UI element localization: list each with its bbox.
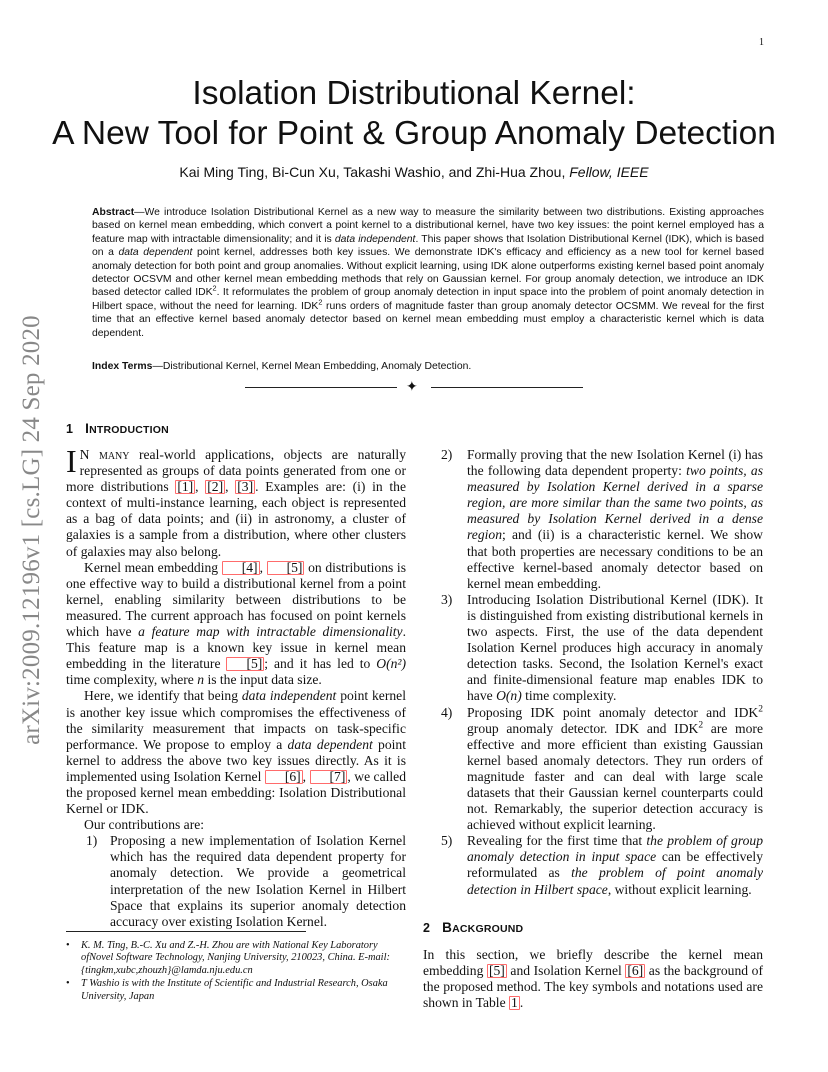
left-column: [66, 443, 407, 930]
list-item-text: can be effectively reformulated as: [467, 849, 763, 881]
paragraph-text: In this section, we briefly describe the kernel mean embedding: [423, 947, 763, 979]
section-title-initial: I: [85, 421, 90, 436]
list-item-text: Proposing a new implementation of Isolation Kernel which has the required data dependent property for anomaly detection. We provide a geometrical interpretation of the new Isolation Kernel in Hilbert Space that explains its superior anomaly detection accuracy over existing Isolation Kernel.: [110, 833, 406, 929]
abstract-text: . It reformulates the problem of group anomaly detection in input space into the problem of point anomaly detection in Hilbert space, without the need for learning. IDK: [92, 287, 764, 312]
list-item-number: 1): [86, 833, 98, 849]
abstract-text: —We introduce Isolation Distributional Kernel as a new way to measure the similarity between two distributions. Existing approaches based on kernel mean embedding, which convert a point kernel to a distributional kernel, have two key issues: the point kernel employed has a feature map with intractable dimensionality; and it is: [92, 207, 764, 245]
math-expression: n: [197, 672, 205, 688]
footnote-rule: [66, 931, 306, 932]
math-expression: O(n²): [376, 656, 406, 672]
section-number: 1: [66, 422, 74, 436]
right-column-contributions: [423, 447, 763, 898]
section-title-rest: NTRODUCTION: [89, 424, 169, 436]
divider-star-icon: ✦: [406, 380, 418, 395]
section-title-rest: ACKGROUND: [452, 923, 524, 935]
paragraph-text: time complexity, where: [66, 672, 198, 688]
abstract: [92, 206, 764, 340]
list-item-text: Revealing for the first time that: [467, 833, 647, 849]
emphasis: the problem of point anomaly detection in Hilbert space: [467, 865, 763, 897]
arxiv-stamp-text: arXiv:2009.12196v1 [cs.LG] 24 Sep 2020: [18, 315, 45, 745]
paragraph-text: is the input data size.: [204, 672, 322, 688]
background-text: [423, 947, 763, 1011]
list-item-number: 3): [441, 591, 453, 607]
citation-link[interactable]: [3]: [237, 479, 254, 495]
list-item: [423, 833, 763, 897]
divider-rule-left: [245, 387, 397, 388]
authors-suffix: Fellow, IEEE: [569, 164, 649, 180]
list-item-text: ; and (ii) is a characteristic kernel. We show that both properties are necessary conditions to be an effective kernel-based anomaly detector based on kernel mean embedding.: [467, 527, 763, 591]
citation-link[interactable]: [5]: [267, 561, 305, 575]
list-item-text: time complexity.: [521, 688, 617, 704]
section-heading-background: [423, 920, 523, 935]
divider-rule-right: [431, 387, 583, 388]
citation-link[interactable]: [7]: [310, 770, 348, 784]
footnotes: [66, 940, 406, 1004]
citation-link[interactable]: [6]: [265, 770, 303, 784]
footnote-affiliation-1: • K. M. Ting, B.-C. Xu and Z.-H. Zhou are with National Key Laboratory ofNovel Software Technology, Nanjing University, 210023, China. E-mail: {tingkm,xubc,zhouzh}@lamda.nju.edu.cn: [66, 940, 406, 977]
abstract-em: data independent: [334, 233, 416, 245]
paragraph-text: , we called the proposed kernel mean embedding: Isolation Distributional Kernel or IDK.: [66, 768, 407, 817]
list-item: [423, 447, 763, 592]
drop-cap: I: [66, 443, 77, 479]
paragraph-text: .: [519, 995, 524, 1011]
list-item-number: 5): [441, 833, 453, 849]
section-heading-introduction: [66, 421, 169, 436]
list-item-text: Introducing Isolation Distributional Kernel (IDK). It is distinguished from existing distributional kernels in two aspects. First, the use of the data dependent Isolation Kernel produces high accuracy in anomaly detection tasks. Second, the Isolation Kernel's exact and finite-dimensional feature map enables IDK to have: [467, 591, 763, 704]
section-divider: [245, 381, 583, 395]
abstract-label: Abstract: [92, 207, 135, 218]
title-line-2: A New Tool for Point & Group Anomaly Detection: [52, 115, 776, 152]
emphasis: data dependent: [287, 736, 373, 752]
paragraph-text: Kernel mean embedding: [84, 559, 222, 575]
emphasis: data independent: [241, 688, 337, 704]
abstract-em: data dependent: [118, 247, 193, 259]
list-item-text: Proposing IDK point anomaly detector and IDK: [467, 704, 759, 720]
list-item: [66, 833, 406, 930]
table-reference-link[interactable]: 1: [511, 995, 518, 1011]
section-number: 2: [423, 921, 431, 935]
citation-link[interactable]: [1]: [177, 479, 194, 495]
paragraph-text: as the background of the proposed method. The key symbols and notations used are shown in Table: [423, 963, 763, 1011]
paragraph-text: real-world applications, objects are naturally represented as groups of data points generated from one or more distributions: [66, 447, 406, 495]
intro-paragraph-4: Our contributions are:: [84, 817, 205, 833]
author-list: [0, 164, 828, 180]
index-terms-label: Index Terms: [92, 361, 153, 372]
superscript: 2: [698, 720, 704, 731]
list-item-text: are more effective and more efficient than existing Gaussian kernel based anomaly detectors. They run orders of magnitude faster and can deal with large scale datasets that their Gaussian kernel counterparts could not. Remarkably, the superior detection accuracy is achieved without explicit learning.: [467, 720, 763, 833]
list-item-number: 2): [441, 447, 453, 462]
paragraph-text: on distributions is one effective way to build a distributional kernel from a point kernel, enabling similarity between distributions to be measured. The current approach has focused on point kernels which have: [66, 559, 406, 640]
title-line-1: Isolation Distributional Kernel:: [192, 75, 636, 112]
small-caps-lead: N many: [79, 447, 130, 462]
math-expression: O(n): [496, 688, 522, 704]
citation-link[interactable]: [5]: [488, 963, 505, 979]
superscript: 2: [758, 703, 763, 714]
page-number: 1: [759, 37, 764, 48]
paragraph-text: . This feature map is a known key issue in kernel mean embedding in the literature: [66, 624, 406, 672]
section-title-initial: B: [442, 920, 453, 935]
intro-paragraph-3: Here, we identify that being data independent point kernel is another key issue which compromises the effectiveness of the similarity measurement that impacts on task-specific performance. We propose to employ a data dependent point kernel to address the above two key issues directly. As it is implemented using Isolation Kernel [6] , [7] , we called the proposed kernel mean embedding: Isolation Distributional Kernel or IDK.: [66, 688, 407, 817]
authors-text: Kai Ming Ting, Bi-Cun Xu, Takashi Washio, and Zhi-Hua Zhou,: [179, 164, 566, 180]
abstract-sup: 2: [212, 283, 217, 293]
abstract-text: runs orders of magnitude faster than group anomaly detector OCSMM. We reveal for the first time that an effective kernel based anomaly detector based on kernel mean embedding must employ a characteristic kernel which is data dependent.: [92, 300, 764, 339]
abstract-text: point kernel, addresses both key issues. We demonstrate IDK's efficacy and efficiency as a new tool for kernel based anomaly detection for both point and group anomalies. Without explicit learning, using IDK alone outperforms existing kernel based point anomaly detector OCSVM and other kernel mean embedding methods that rely on Gaussian kernel. For group anomaly detection, we introduce an IDK based detector called IDK: [92, 247, 764, 299]
list-item-text: Formally proving that the new Isolation Kernel (i) has the following data dependent property:: [467, 447, 763, 479]
paragraph-text: . Examples are: (i) in the context of multi-instance learning, each object is represented as a bag of data points; and (ii) in astronomy, a cluster of galaxies is a sample from a distribution, where other clusters of galaxies may also belong.: [66, 479, 406, 559]
list-item: [423, 705, 763, 834]
abstract-sup: 2: [318, 297, 323, 307]
paragraph-text: ; and it has led to: [264, 656, 377, 672]
emphasis: two points, as measured by Isolation Kernel derived in a sparse region, are more similar than the same two points, as measured by Isolation Kernel derived in a dense region: [467, 463, 763, 543]
intro-paragraph-2: Kernel mean embedding [4] , [5] on distributions is one effective way to build a distributional kernel from a point kernel, enabling similarity between distributions to be measured. The current approach has focused on point kernels which have a feature map with intractable dimensionality. This feature map is a known key issue in kernel mean embedding in the literature [5] ; and it has led to O(n²) time complexity, where n is the input data size.: [66, 559, 406, 688]
list-item-text: group anomaly detector. IDK and IDK: [467, 720, 699, 736]
contribution-list: [66, 833, 406, 930]
background-paragraph: [423, 947, 763, 1011]
index-terms: [92, 361, 764, 372]
citation-link[interactable]: [2]: [207, 479, 224, 495]
paragraph-text: and Isolation Kernel: [506, 963, 626, 979]
paper-title: [0, 74, 828, 154]
list-item-number: 4): [441, 704, 453, 720]
abstract-text: . This paper shows that Isolation Distributional Kernel (IDK), which is based on a: [92, 233, 764, 259]
paragraph-text: point kernel is another key issue which compromises the effectiveness of the similarity measurement that impacts on task-specific performance. We propose to employ a: [66, 688, 406, 752]
contribution-list-continued: [423, 447, 763, 898]
citation-link[interactable]: [5]: [226, 657, 264, 671]
citation-link[interactable]: [6]: [627, 963, 644, 979]
emphasis: the problem of group anomaly detection in input space: [467, 833, 764, 865]
paragraph-text: Here, we identify that being: [84, 688, 242, 704]
footnote-affiliation-2: • T Washio is with the Institute of Scientific and Industrial Research, Osaka University, Japan: [66, 978, 406, 1003]
list-item-text: , without explicit learning.: [607, 881, 752, 897]
emphasis: a feature map with intractable dimensionality: [138, 624, 403, 640]
paragraph-text: point kernel to address the above two key issues directly. As it is implemented using Isolation Kernel: [66, 736, 406, 784]
citation-link[interactable]: [4]: [222, 561, 260, 575]
list-item: [423, 592, 763, 705]
index-terms-text: —Distributional Kernel, Kernel Mean Embedding, Anomaly Detection.: [152, 361, 472, 372]
intro-paragraph-1: I N many real-world applications, objects are naturally represented as groups of data points generated from one or more distributions [1] , [2] , [3] . Examples are: (i) in the context of multi-instance learning, each object is represented as a bag of data points; and (ii) in astronomy, a cluster of galaxies is a sample from a distribution, where other clusters of galaxies may also belong.: [66, 443, 406, 559]
